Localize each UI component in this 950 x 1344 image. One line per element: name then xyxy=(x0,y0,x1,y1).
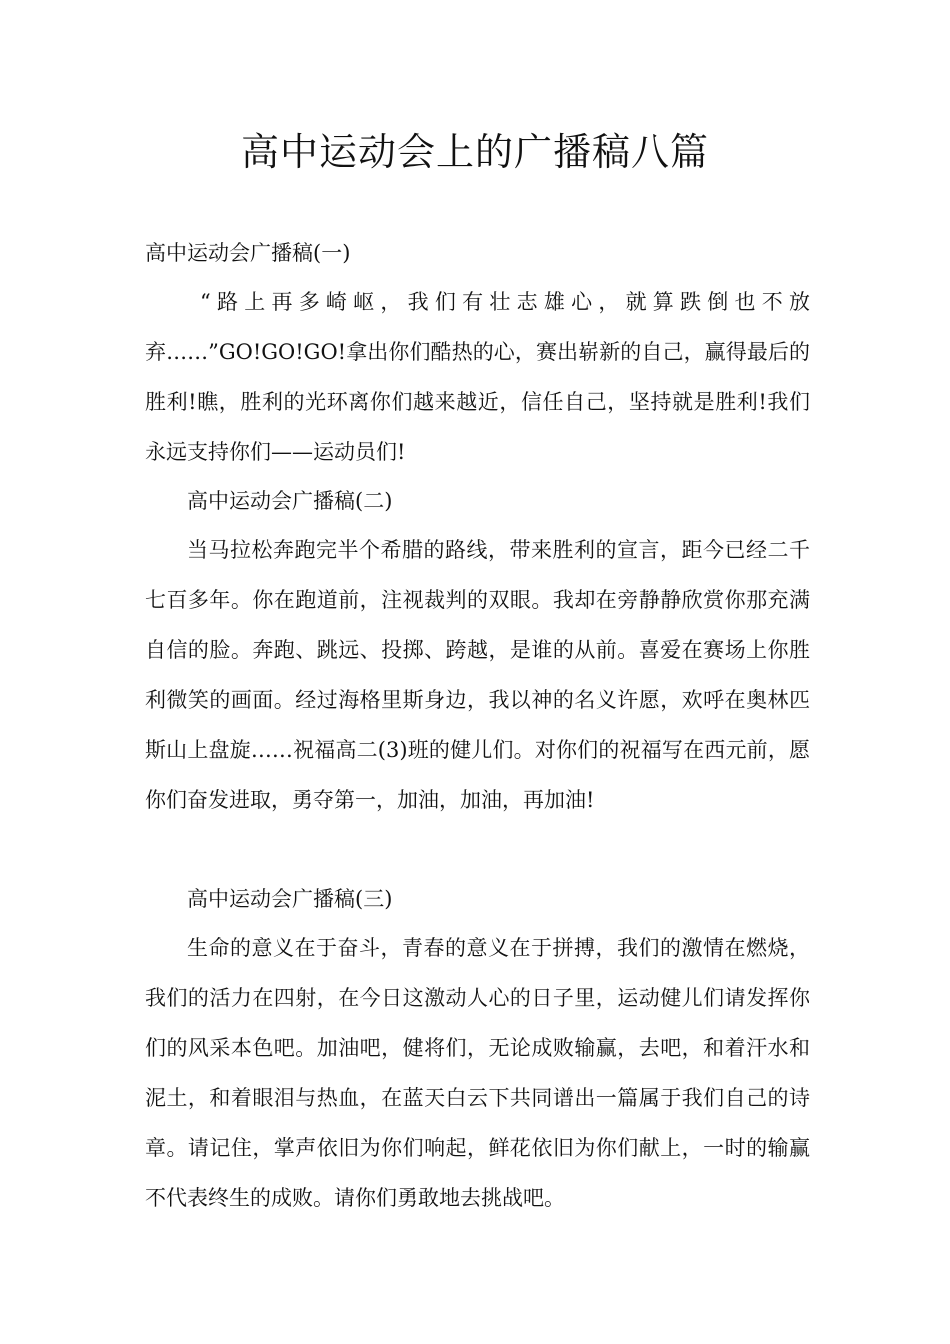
section-paragraph-3: 生命的意义在于奋斗，青春的意义在于拼搏，我们的激情在燃烧，我们的活力在四射，在今日这激动人心的日子里，运动健儿们请发挥你们的风采本色吧。加油吧，健将们，无论成败输赢，去吧，和着汗水和泥土，和着眼泪与热血，在蓝天白云下共同谱出一篇属于我们自己的诗章。请记住，掌声依旧为你们响起，鲜花依旧为你们献上，一时的输赢不代表终生的成败。请你们勇敢地去挑战吧。 xyxy=(145,936,810,1210)
document-title: 高中运动会上的广播稿八篇 xyxy=(240,130,709,174)
section-heading-1: 高中运动会广播稿(一) xyxy=(145,241,351,265)
section-paragraph-2: 当马拉松奔跑完半个希腊的路线，带来胜利的宣言，距今已经二千七百多年。你在跑道前，注视裁判的双眼。我却在旁静静欣赏你那充满自信的脸。奔跑、跳远、投掷、跨越，是谁的从前。喜爱在赛场上你胜利微笑的画面。经过海格里斯身边，我以神的名义许愿，欢呼在奥林匹斯山上盘旋……祝福高二(3)班的健儿们。对你们的祝福写在西元前，愿你们奋发进取，勇夺第一，加油，加油，再加油! xyxy=(145,538,810,812)
section-heading-2: 高中运动会广播稿(二) xyxy=(187,489,393,513)
section-heading-3: 高中运动会广播稿(三) xyxy=(187,887,393,911)
section-paragraph-1: “路上再多崎岖，我们有壮志雄心，就算跌倒也不放弃……”GO!GO!GO!拿出你们酷热的心，赛出崭新的自己，赢得最后的胜利!瞧，胜利的光环离你们越来越近，信任自己，坚持就是胜利!我们永远支持你们——运动员们! xyxy=(145,290,810,464)
